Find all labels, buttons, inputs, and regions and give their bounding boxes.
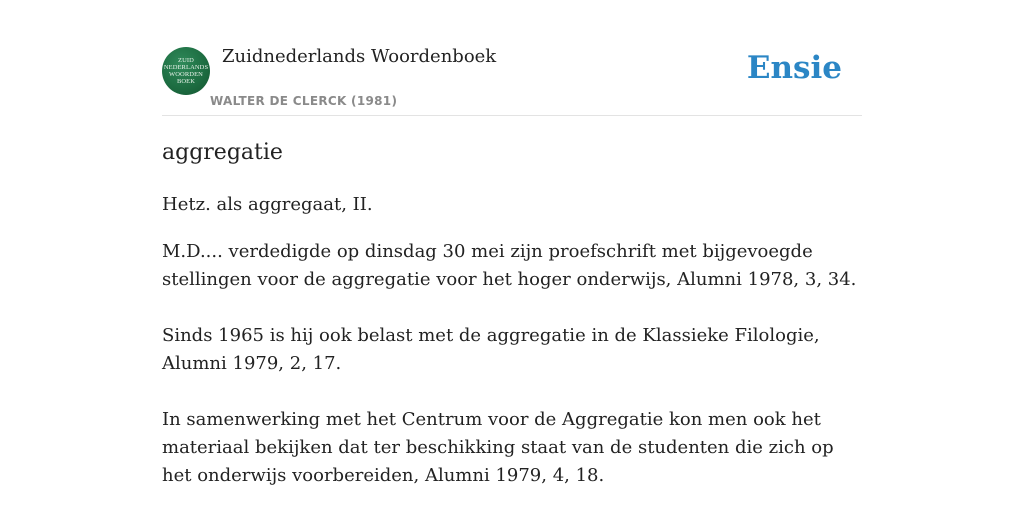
quote-item: Sinds 1965 is hij ook belast met de aggregatie in de Klassieke Filologie, Alumni 1979, 2, 17. [162, 325, 820, 374]
brand-logo-link[interactable]: Ensie [746, 50, 842, 86]
entry-definition: Hetz. als aggregaat, II. [162, 194, 373, 215]
logo-line: WOORDEN [169, 71, 203, 78]
book-logo-icon[interactable] [162, 47, 210, 95]
header [162, 0, 862, 116]
book-title-link[interactable]: Zuidnederlands Woordenboek [222, 46, 497, 67]
logo-line: NEDERLANDS [163, 64, 209, 71]
content-container [162, 0, 862, 486]
book-author: WALTER DE CLERCK (1981) [210, 94, 398, 108]
logo-line: BOEK [176, 78, 196, 85]
entry-headword: aggregatie [162, 140, 283, 165]
logo-line: ZUID [178, 57, 194, 64]
quote-item: In samenwerking met het Centrum voor de Aggregatie kon men ook het materiaal bekijken dat ter beschikking staat van de studenten die zich op het onderwijs voorbereiden, Alumni 1979, 4, 18. [162, 409, 834, 486]
quotes-list [162, 238, 862, 512]
quote-item: M.D.... verdedigde op dinsdag 30 mei zijn proefschrift met bijgevoegde stellingen voor de aggregatie voor het hoger onderwijs, Alumni 1978, 3, 34. [162, 241, 857, 290]
